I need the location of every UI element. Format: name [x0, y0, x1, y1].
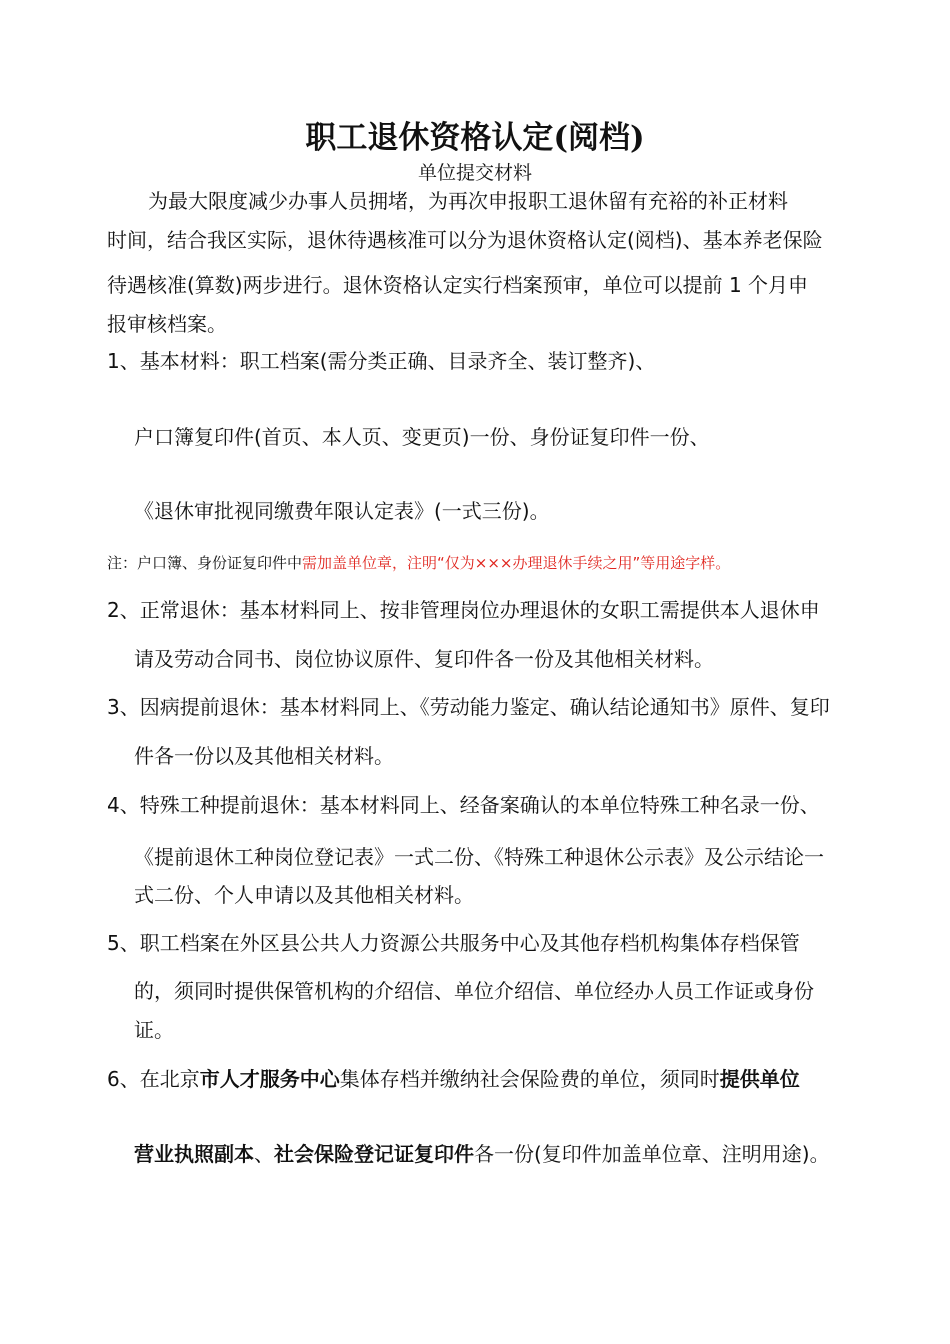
item5-line-3: 证。 [134, 1018, 174, 1042]
item6-bold-provide: 提供单位 [719, 1067, 800, 1091]
intro-line-2: 时间，结合我区实际，退休待遇核准可以分为退休资格认定(阅档)、基本养老保险 [107, 228, 823, 252]
item6-line-1 [107, 1065, 800, 1093]
item6-bold-insurance: 社会保险登记证复印件 [274, 1142, 474, 1166]
note-line [107, 549, 730, 577]
item5-line-1: 5、职工档案在外区县公共人力资源公共服务中心及其他存档机构集体存档保管 [107, 931, 800, 955]
page-subtitle: 单位提交材料 [417, 162, 532, 184]
item6-line-2 [134, 1140, 830, 1168]
item6-separator: 、 [254, 1142, 274, 1166]
intro-line-3: 待遇核准(算数)两步进行。退休资格认定实行档案预审，单位可以提前 1 个月申 [107, 273, 809, 297]
item5-line-2: 的，须同时提供保管机构的介绍信、单位介绍信、单位经办人员工作证或身份 [134, 979, 814, 1003]
note-red-text: 需加盖单位章，注明“仅为×××办理退休手续之用”等用途字样。 [302, 554, 731, 572]
item3-line-2: 件各一份以及其他相关材料。 [134, 744, 394, 768]
item4-line-2: 《提前退休工种岗位登记表》一式二份、《特殊工种退休公示表》及公示结论一 [134, 845, 824, 869]
note-prefix: 注：户口簿、身份证复印件中 [107, 554, 303, 572]
intro-line-4: 报审核档案。 [107, 312, 227, 336]
page-title: 职工退休资格认定(阅档) [305, 120, 645, 156]
item2-line-1: 2、正常退休：基本材料同上、按非管理岗位办理退休的女职工需提供本人退休申 [107, 598, 820, 622]
item4-line-3: 式二份、个人申请以及其他相关材料。 [134, 883, 474, 907]
item6-text-a: 6、在北京 [107, 1067, 200, 1091]
item4-line-1: 4、特殊工种提前退休：基本材料同上、经备案确认的本单位特殊工种名录一份、 [107, 793, 820, 817]
item6-bold-license: 营业执照副本 [134, 1142, 254, 1166]
item6-text-d: 各一份(复印件加盖单位章、注明用途)。 [474, 1142, 830, 1166]
item2-line-2: 请及劳动合同书、岗位协议原件、复印件各一份及其他相关材料。 [134, 647, 714, 671]
item6-text-c: 集体存档并缴纳社会保险费的单位，须同时 [339, 1067, 720, 1091]
item1-line-3: 《退休审批视同缴费年限认定表》(一式三份)。 [134, 499, 550, 523]
intro-line-1: 为最大限度减少办事人员拥堵，为再次申报职工退休留有充裕的补正材料 [148, 189, 788, 213]
item1-line-2: 户口簿复印件(首页、本人页、变更页)一份、身份证复印件一份、 [134, 425, 710, 449]
item3-line-1: 3、因病提前退休：基本材料同上、《劳动能力鉴定、确认结论通知书》原件、复印 [107, 695, 830, 719]
item1-line-1: 1、基本材料：职工档案(需分类正确、目录齐全、装订整齐)、 [107, 349, 656, 373]
item6-bold-center: 市人才服务中心 [199, 1067, 340, 1091]
